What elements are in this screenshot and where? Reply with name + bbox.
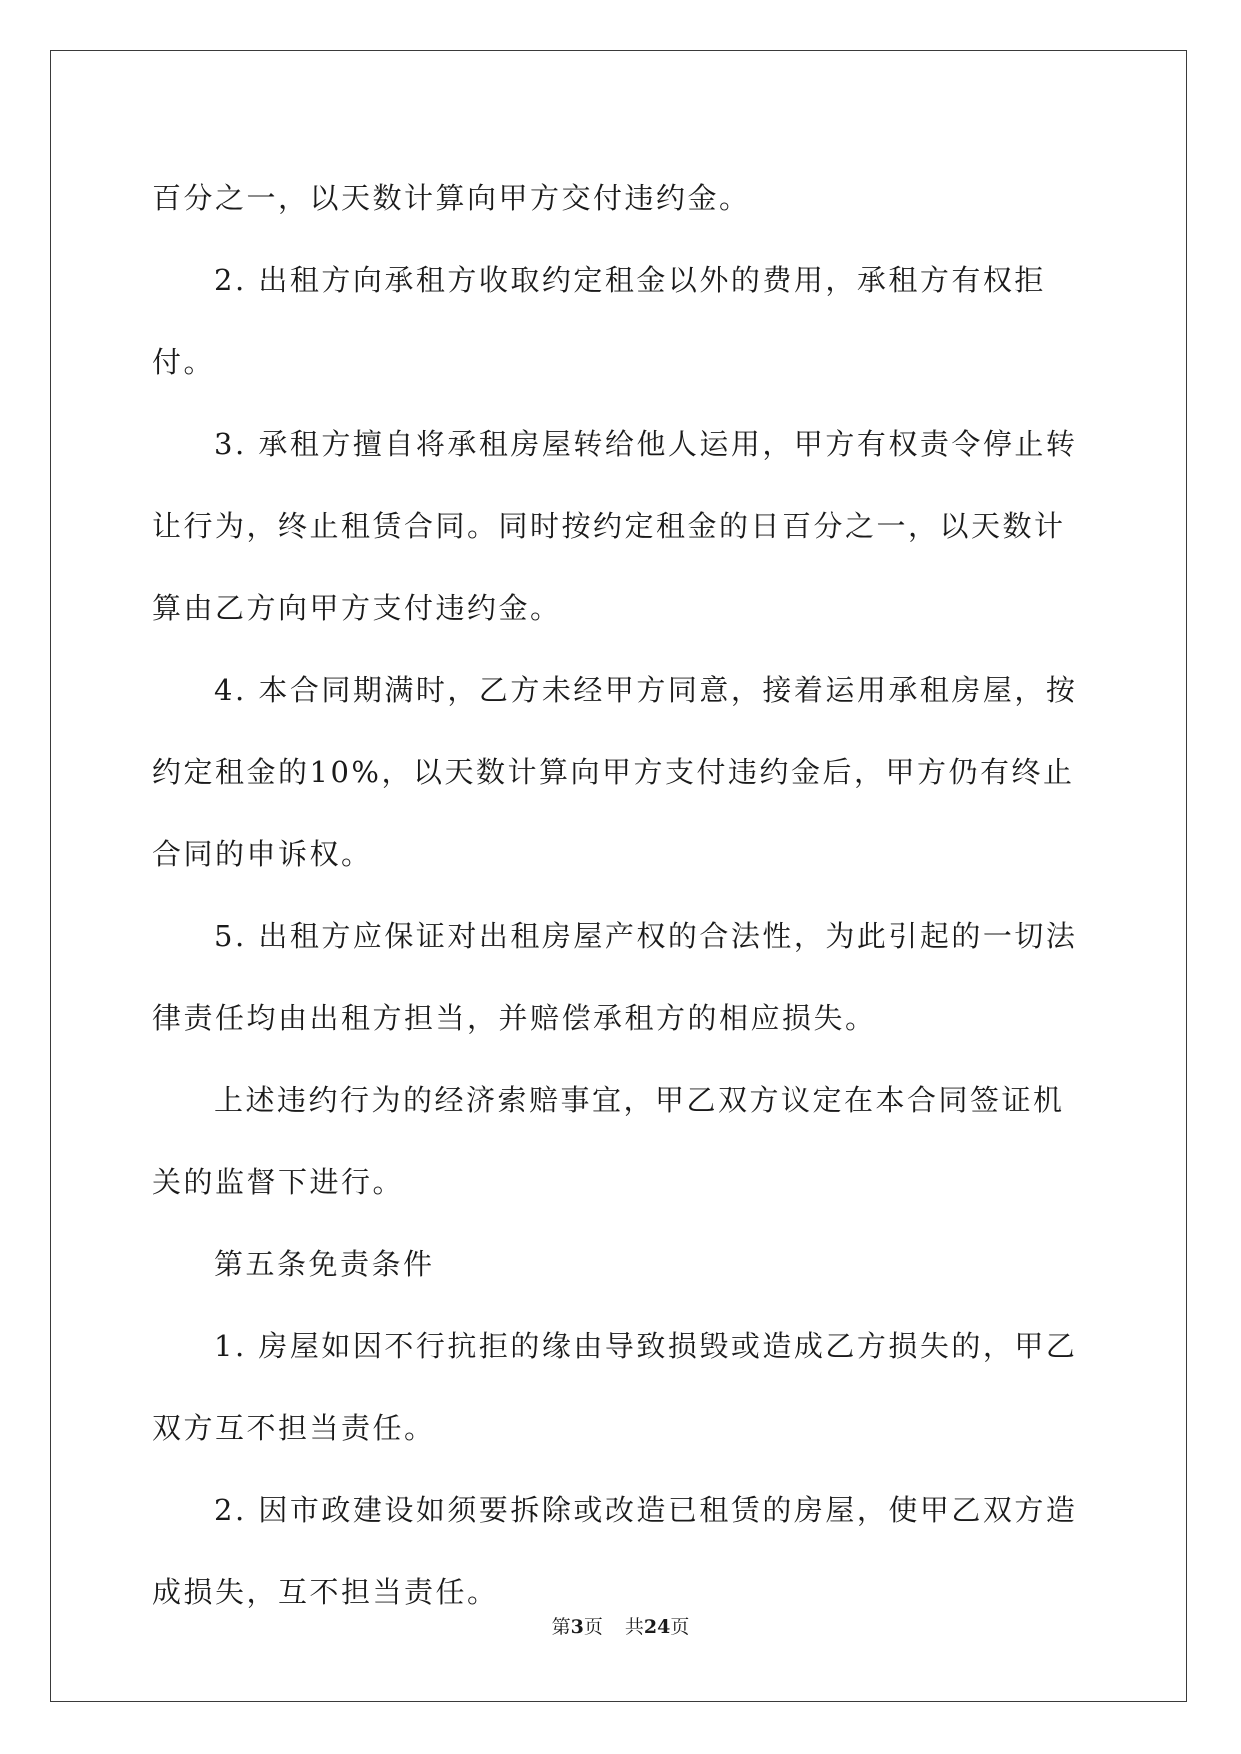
- footer-total-suffix: 页: [670, 1616, 690, 1638]
- paragraph-item-3: 3. 承租方擅自将承租房屋转给他人运用，甲方有权责令停止转让行为，终止租赁合同。同时按约定租金的日百分之一，以天数计算由乙方向甲方支付违约金。: [152, 427, 1078, 625]
- paragraph-item-5: 5. 出租方应保证对出租房屋产权的合法性，为此引起的一切法律责任均由出租方担当，并赔偿承租方的相应损失。: [152, 919, 1078, 1035]
- paragraph-item-2: 2. 出租方向承租方收取约定租金以外的费用，承租方有权拒付。: [152, 263, 1046, 379]
- document-body: [152, 157, 1092, 1633]
- paragraph-exemption-2: 2. 因市政建设如须要拆除或改造已租赁的房屋，使甲乙双方造成损失，互不担当责任。: [152, 1493, 1078, 1609]
- paragraph-summary: 上述违约行为的经济索赔事宜，甲乙双方议定在本合同签证机关的监督下进行。: [152, 1083, 1065, 1199]
- paragraph-continuation: 百分之一，以天数计算向甲方交付违约金。: [152, 181, 751, 215]
- footer-page-number: 3: [570, 1616, 584, 1638]
- page-footer: [0, 1612, 1241, 1639]
- footer-total-prefix: 共: [624, 1616, 644, 1638]
- footer-page-suffix: 页: [583, 1616, 603, 1638]
- footer-total-pages: 24: [643, 1616, 671, 1638]
- paragraph-item-4: 4. 本合同期满时，乙方未经甲方同意，接着运用承租房屋，按约定租金的10%，以天数计算向甲方支付违约金后，甲方仍有终止合同的申诉权。: [152, 673, 1078, 871]
- paragraph-exemption-1: 1. 房屋如因不行抗拒的缘由导致损毁或造成乙方损失的，甲乙双方互不担当责任。: [152, 1329, 1078, 1445]
- footer-page-prefix: 第: [551, 1616, 571, 1638]
- section-heading: 第五条免责条件: [214, 1247, 435, 1281]
